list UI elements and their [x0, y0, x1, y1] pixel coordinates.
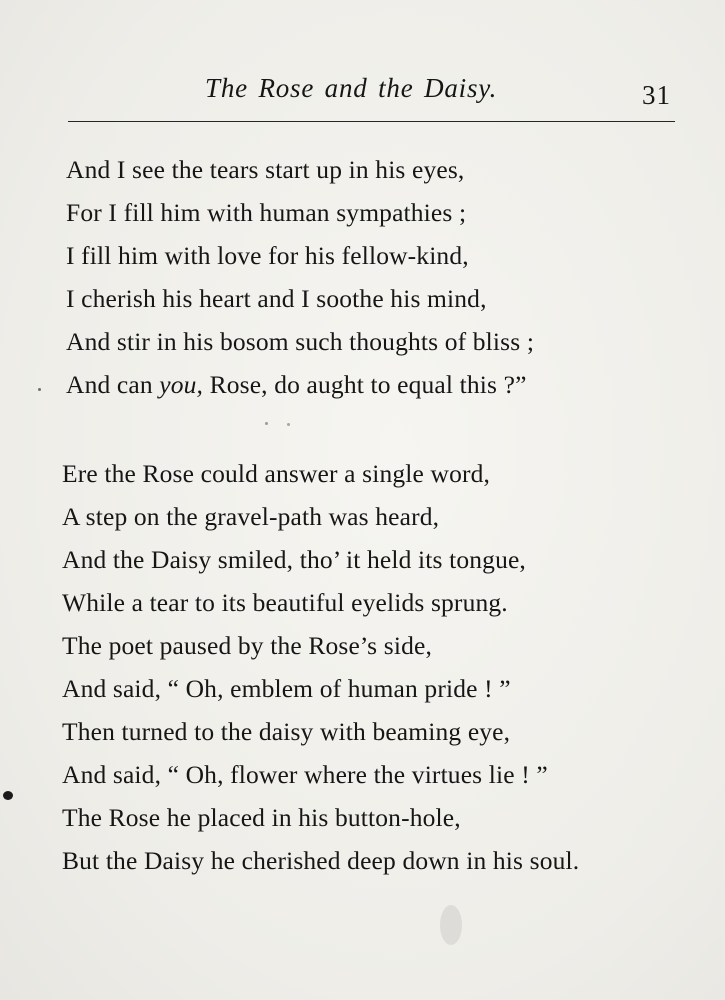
poem-line: And said, “ Oh, flower where the virtues lie ! ” [62, 760, 548, 789]
poem-line: And the Daisy smiled, tho’ it held its tongue, [62, 545, 526, 574]
poem-line [66, 370, 527, 400]
ink-blot [3, 791, 13, 800]
paper-smudge [440, 905, 462, 945]
ink-speck [38, 388, 41, 391]
line-text: And can [66, 370, 160, 399]
poem-line: But the Daisy he cherished deep down in his soul. [62, 846, 580, 875]
poem-line: A step on the gravel-path was heard, [62, 502, 440, 531]
poem-line: The Rose he placed in his button-hole, [62, 803, 461, 832]
page-number: 31 [642, 80, 671, 110]
poem-line: The poet paused by the Rose’s side, [62, 631, 432, 660]
poem-line: Then turned to the daisy with beaming eye, [62, 717, 511, 746]
poem-line: Ere the Rose could answer a single word, [62, 459, 491, 488]
poem-line: And I see the tears start up in his eyes, [66, 155, 465, 184]
poem-line: And stir in his bosom such thoughts of bliss ; [66, 327, 535, 356]
poem-line: I cherish his heart and I soothe his mind, [66, 284, 487, 313]
ink-speck [265, 422, 268, 425]
poem-line: For I fill him with human sympathies ; [66, 198, 467, 227]
poem-line: I fill him with love for his fellow-kind, [66, 241, 469, 270]
italic-word: you, [159, 370, 204, 399]
header-rule [68, 121, 675, 122]
line-text: Rose, do aught to equal this ?” [203, 370, 527, 399]
poem-line: And said, “ Oh, emblem of human pride ! ” [62, 674, 511, 703]
running-title: The Rose and the Daisy. [205, 73, 498, 103]
poem-line: While a tear to its beautiful eyelids sprung. [62, 588, 508, 617]
ink-speck [287, 423, 290, 426]
